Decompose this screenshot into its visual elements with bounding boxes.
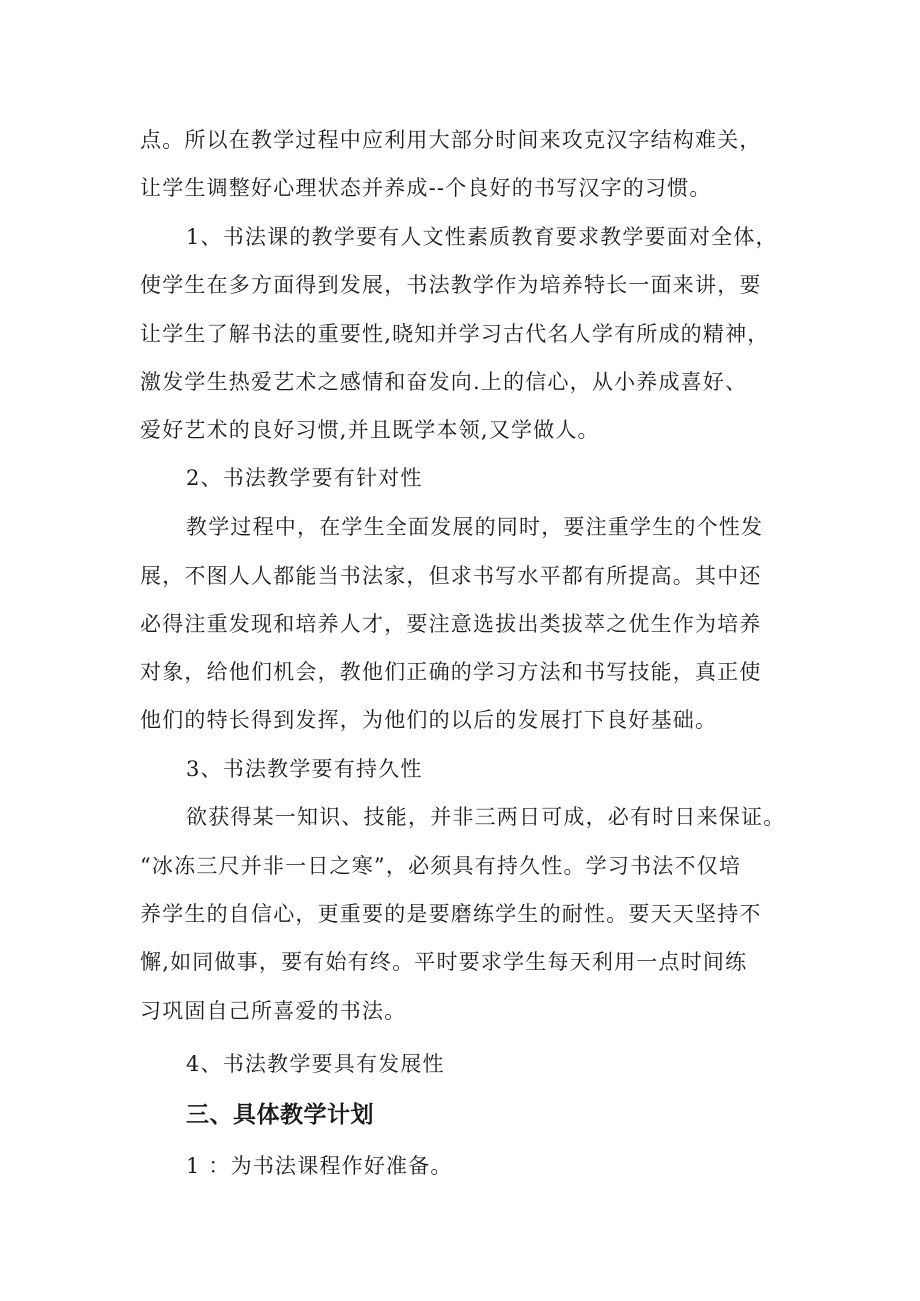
text-line: 对象，给他们机会，教他们正确的学习方法和书写技能，真正使: [140, 660, 762, 684]
text-line: 让学生调整好心理状态并养成--个良好的书写汉字的习惯。: [140, 176, 712, 200]
text-line: 让学生了解书法的重要性,晓知并学习古代名人学有所成的精神，: [140, 322, 770, 346]
section-subheading: 2、书法教学要有针对性: [186, 466, 423, 490]
text-line: 养学生的自信心，更重要的是要磨练学生的耐性。要天天坚持不: [140, 902, 762, 926]
text-line: 必得注重发现和培养人才，要注意选拔出类拔萃之优生作为培养: [140, 612, 762, 636]
text-line: 使学生在多方面得到发展，书法教学作为培养特长一面来讲，要: [140, 273, 762, 297]
text-line: 懈,如同做事，要有始有终。平时要求学生每天利用一点时间练: [140, 950, 748, 974]
text-line: 1、书法课的教学要有人文性素质教育要求教学要面对全体，: [186, 225, 778, 249]
text-line: 他们的特长得到发挥，为他们的以后的发展打下良好基础。: [140, 708, 718, 732]
section-subheading: 4、书法教学要具有发展性: [186, 1052, 445, 1076]
text-line: 爱好艺术的良好习惯,并且既学本领,又学做人。: [140, 418, 600, 442]
text-line: 激发学生热爱艺术之感情和奋发向.上的信心，从小养成喜好、: [140, 370, 748, 394]
text-line: 欲获得某一知识、技能，并非三两日可成，必有时日来保证。: [186, 805, 786, 829]
section-heading: 三、具体教学计划: [186, 1102, 374, 1128]
text-line: “冰冻三尺并非一日之寒”，必须具有持久性。学习书法不仅培: [140, 854, 742, 878]
text-line: 1 ：为书法课程作好准备。: [186, 1154, 453, 1178]
text-line: 教学过程中，在学生全面发展的同时，要注重学生的个性发: [186, 515, 764, 539]
section-subheading: 3、书法教学要有持久性: [186, 757, 423, 781]
text-line: 展，不图人人都能当书法家，但求书写水平都有所提高。其中还: [140, 564, 762, 588]
text-line: 习巩固自己所喜爱的书法。: [140, 999, 407, 1023]
text-line: 点。所以在教学过程中应利用大部分时间来攻克汉字结构难关，: [140, 128, 762, 152]
